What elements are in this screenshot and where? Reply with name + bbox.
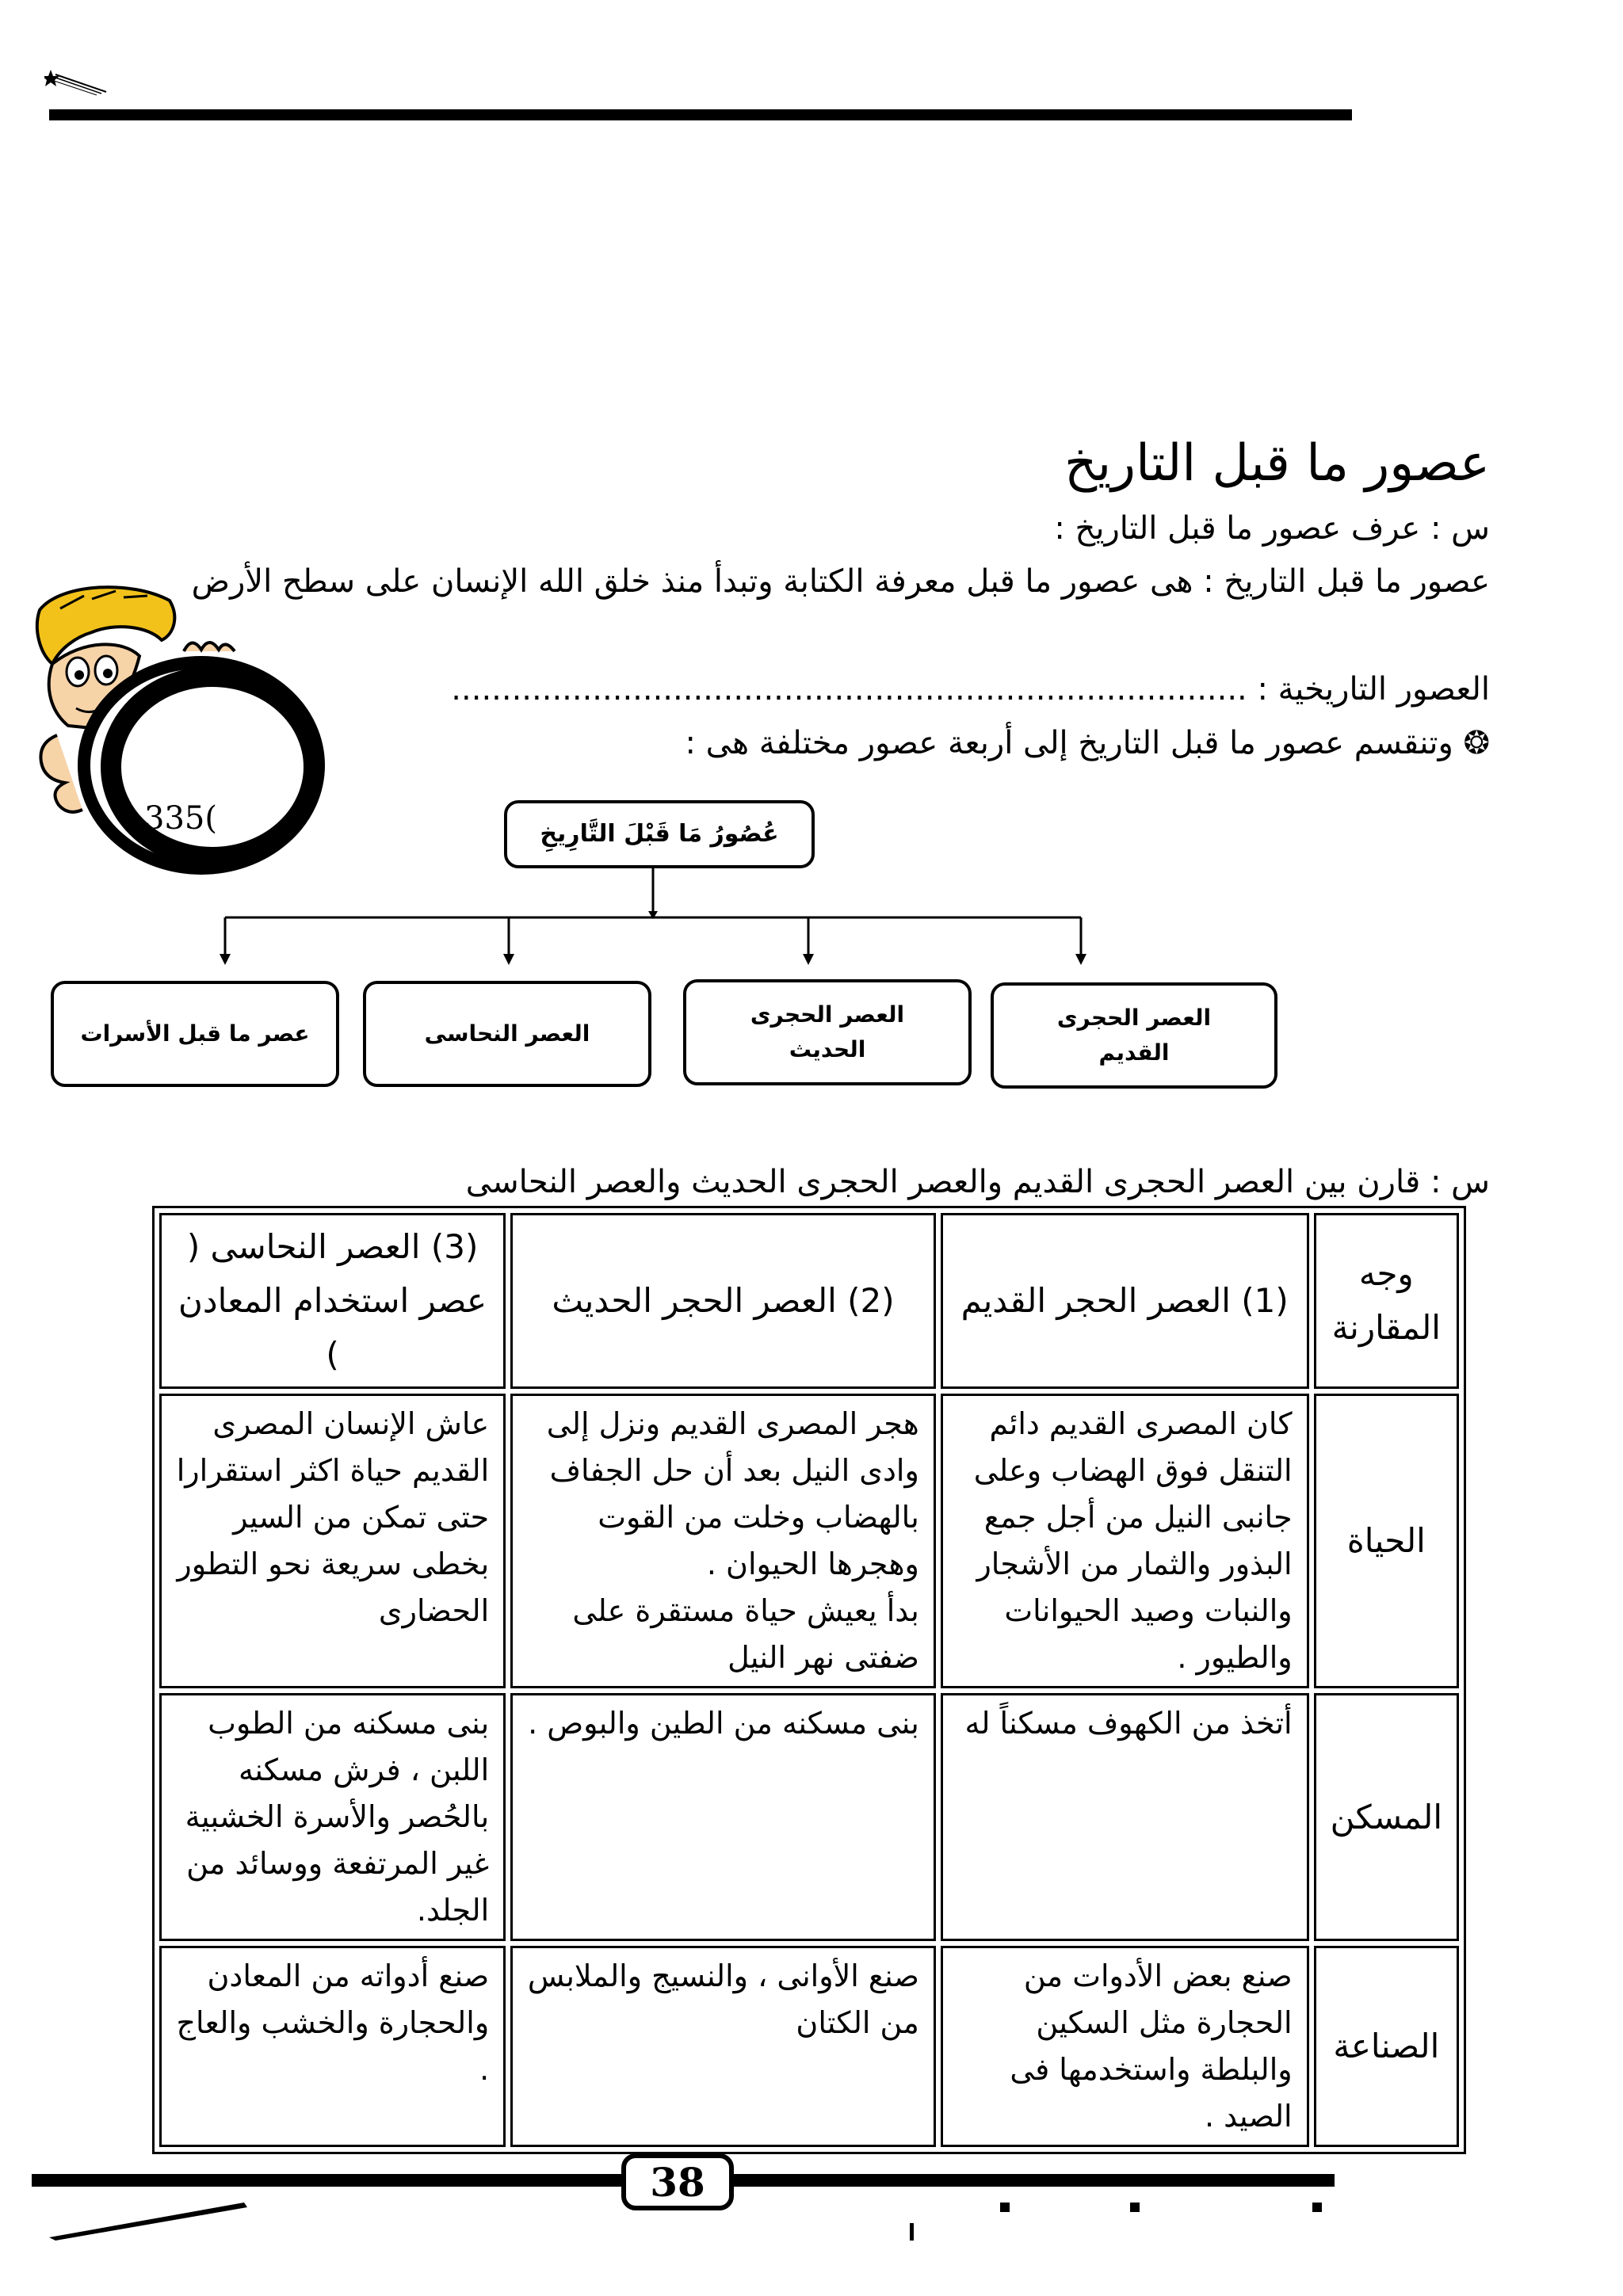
- diagram-connectors: [206, 867, 1109, 974]
- branch-label-line2: الحديث: [789, 1036, 866, 1062]
- branch-label: عصر ما قبل الأسرات: [80, 1020, 310, 1047]
- cell-paleolithic: صنع بعض الأدوات من الحجارة مثل السكين والبلطة واستخدمها فى الصيد .: [941, 1946, 1309, 2147]
- cell-neolithic: هجر المصرى القديم ونزل إلى وادى النيل بعد أن حل الجفاف بالهضاب وخلت من القوت وهجرها الحيوان . بدأ يعيش حياة مستقرة على ضفتى نهر النيل: [510, 1394, 936, 1688]
- diagram-root-label: عُصُورُ مَا قَبْلَ التَّارِيخِ: [540, 820, 779, 848]
- decor-dot: [1000, 2203, 1010, 2212]
- cell-paleolithic: كان المصرى القديم دائم التنقل فوق الهضاب وعلى جانبى النيل من أجل جمع البذور والثمار من الأشجار والنبات وصيد الحيوانات والطيور .: [941, 1394, 1309, 1688]
- cell-neolithic: صنع الأوانى ، والنسيج والملابس من الكتان: [510, 1946, 936, 2147]
- question-compare: س : قارن بين العصر الحجرى القديم والعصر الحجرى الحديث والعصر النحاسى: [465, 1164, 1490, 1200]
- header-aspect: وجه المقارنة: [1314, 1213, 1459, 1389]
- diagram-box-chalcolithic: [363, 981, 651, 1087]
- page-title: عصور ما قبل التاريخ: [1064, 434, 1490, 493]
- comparison-table: [152, 1206, 1466, 2154]
- decor-dot: [1312, 2203, 1322, 2212]
- row-aspect: الحياة: [1314, 1394, 1459, 1688]
- header-neolithic: (2) العصر الحجر الحديث: [510, 1213, 936, 1389]
- header-paleolithic: (1) العصر الحجر القديم: [941, 1213, 1309, 1389]
- diagram-box-predynastic: [51, 981, 339, 1087]
- lens-partial-dot: .: [101, 802, 112, 838]
- table-row: [159, 1693, 1459, 1941]
- diagram-root-box: [504, 800, 815, 868]
- top-rule: [49, 109, 1352, 120]
- definition-text: عصور ما قبل التاريخ : هى عصور ما قبل معرفة الكتابة وتبدأ منذ خلق الله الإنسان على سطح الأرض: [191, 563, 1490, 600]
- decor-tick: [910, 2223, 914, 2241]
- shooting-star-icon: [44, 65, 108, 97]
- row-aspect: الصناعة: [1314, 1946, 1459, 2147]
- cell-chalcolithic: بنى مسكنه من الطوب اللبن ، فرش مسكنه بالحُصر والأسرة الخشبية غير المرتفعة ووسائد من الجلد.: [159, 1693, 506, 1941]
- cell-chalcolithic: عاش الإنسان المصرى القديم حياة اكثر استقرارا حتى تمكن من السير بخطى سريعة نحو التطور الحضارى: [159, 1394, 506, 1688]
- historic-eras-line: العصور التاريخية : ...............................................................................: [451, 671, 1490, 707]
- branch-label-line2: القديم: [1098, 1039, 1170, 1066]
- table-row: [159, 1946, 1459, 2147]
- branch-label: العصر النحاسى: [424, 1020, 590, 1047]
- table-row: [159, 1394, 1459, 1688]
- lens-partial-text: 335(: [144, 800, 217, 837]
- bottom-swoosh-decoration: [48, 2195, 254, 2242]
- division-text: ❂ وتنقسم عصور ما قبل التاريخ إلى أربعة عصور مختلفة هى :: [685, 725, 1490, 761]
- question-define: س : عرف عصور ما قبل التاريخ :: [1054, 510, 1490, 547]
- cell-neolithic: بنى مسكنه من الطين والبوص .: [510, 1693, 936, 1941]
- branch-label-line1: العصر الحجرى: [750, 1001, 905, 1028]
- cell-chalcolithic: صنع أدواته من المعادن والحجارة والخشب والعاج .: [159, 1946, 506, 2147]
- cartoon-boy-magnifier-illustration: [29, 577, 330, 878]
- row-aspect: المسكن: [1314, 1693, 1459, 1941]
- branch-label-line1: العصر الحجرى: [1056, 1005, 1212, 1031]
- header-chalcolithic: (3) العصر النحاسى ( عصر استخدام المعادن ): [159, 1213, 506, 1389]
- page-number: 38: [621, 2153, 734, 2210]
- decor-dot: [1130, 2203, 1140, 2212]
- cell-paleolithic: أتخذ من الكهوف مسكناً له: [941, 1693, 1309, 1941]
- diagram-box-paleolithic: [991, 982, 1277, 1089]
- diagram-box-neolithic: [683, 979, 972, 1085]
- table-header-row: [159, 1213, 1459, 1389]
